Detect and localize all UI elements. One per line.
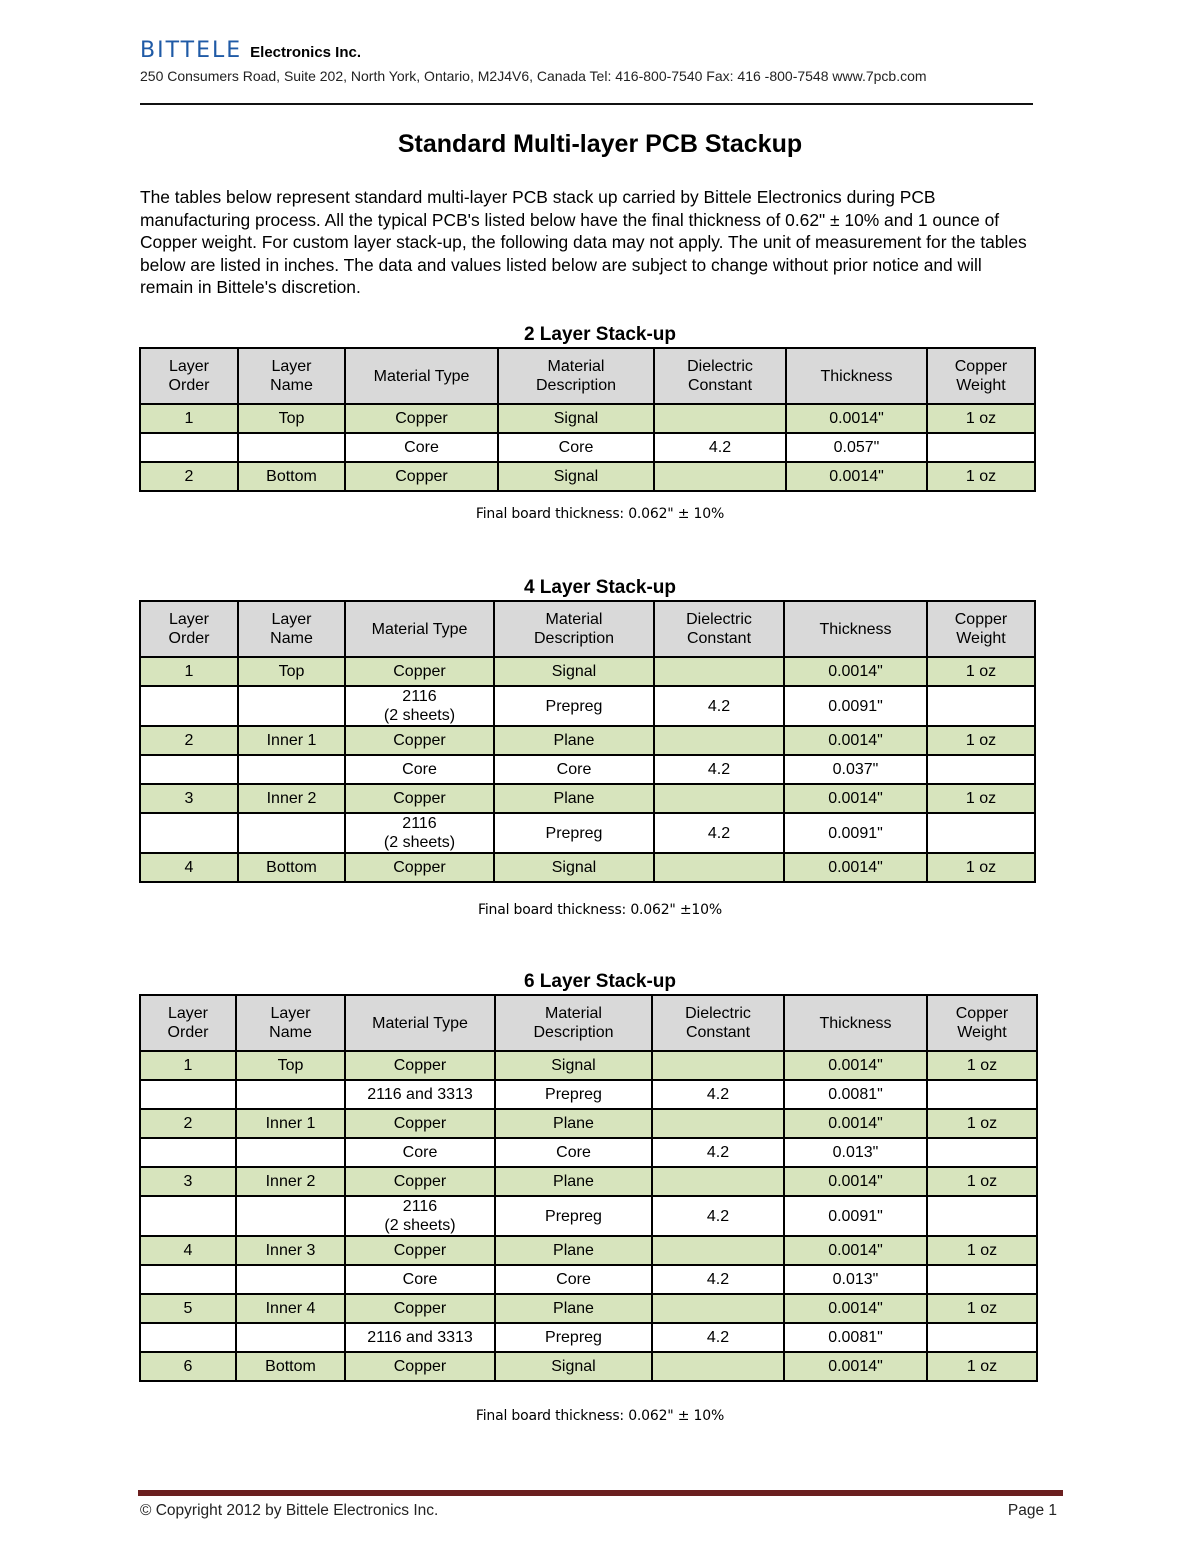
cell-material-type: 2116 and 3313 <box>345 1080 495 1109</box>
cell-material-description: Signal <box>498 404 654 433</box>
cell-material-type: Copper <box>345 1236 495 1265</box>
column-header-thickness: Thickness <box>784 601 927 657</box>
column-header-dielectric-constant: Dielectric Constant <box>654 601 784 657</box>
cell-layer-order: 4 <box>140 1236 236 1265</box>
table-row <box>140 1265 1037 1294</box>
stackup-table-4-layer <box>139 600 1036 883</box>
cell-layer-order: 4 <box>140 853 238 882</box>
cell-dielectric-constant: 4.2 <box>652 1080 784 1109</box>
cell-layer-order: 6 <box>140 1352 236 1381</box>
table-header-row <box>140 348 1035 404</box>
cell-dielectric-constant <box>654 404 786 433</box>
table-row <box>140 784 1035 813</box>
table-row <box>140 1109 1037 1138</box>
cell-dielectric-constant: 4.2 <box>652 1138 784 1167</box>
column-header-material-type: Material Type <box>345 995 495 1051</box>
cell-layer-order <box>140 1265 236 1294</box>
cell-thickness: 0.0014" <box>784 1352 927 1381</box>
table-row <box>140 853 1035 882</box>
cell-material-type: Copper <box>345 1109 495 1138</box>
cell-material-description: Core <box>495 1138 652 1167</box>
cell-material-description: Signal <box>495 1051 652 1080</box>
cell-material-type: 2116 (2 sheets) <box>345 686 494 726</box>
cell-layer-name <box>238 755 345 784</box>
cell-material-type: 2116 (2 sheets) <box>345 813 494 853</box>
cell-material-description: Signal <box>498 462 654 491</box>
cell-layer-order <box>140 433 238 462</box>
table-row <box>140 1236 1037 1265</box>
cell-layer-name: Inner 4 <box>236 1294 345 1323</box>
table-row <box>140 1323 1037 1352</box>
cell-layer-name <box>236 1323 345 1352</box>
cell-thickness: 0.0014" <box>786 404 927 433</box>
cell-thickness: 0.0014" <box>784 1109 927 1138</box>
cell-material-type: Core <box>345 1265 495 1294</box>
cell-thickness: 0.013" <box>784 1138 927 1167</box>
cell-thickness: 0.0081" <box>784 1080 927 1109</box>
cell-thickness: 0.0014" <box>784 726 927 755</box>
cell-layer-order: 2 <box>140 726 238 755</box>
table-row <box>140 1352 1037 1381</box>
cell-dielectric-constant <box>654 784 784 813</box>
cell-material-type: Core <box>345 433 498 462</box>
cell-copper-weight <box>927 1138 1037 1167</box>
table-6-layer-title: 6 Layer Stack-up <box>523 971 677 992</box>
table-4-layer-title: 4 Layer Stack-up <box>523 577 677 598</box>
cell-layer-order <box>140 1138 236 1167</box>
cell-thickness: 0.0014" <box>784 1236 927 1265</box>
cell-layer-name: Top <box>236 1051 345 1080</box>
cell-copper-weight <box>927 1323 1037 1352</box>
page-number: Page 1 <box>1007 1502 1057 1519</box>
table-2-layer-title: 2 Layer Stack-up <box>523 324 677 345</box>
table-row <box>140 813 1035 853</box>
column-header-copper-weight: Copper Weight <box>927 601 1035 657</box>
cell-dielectric-constant <box>652 1167 784 1196</box>
cell-layer-name: Inner 2 <box>236 1167 345 1196</box>
header-divider <box>140 103 1033 105</box>
cell-material-description: Signal <box>495 1352 652 1381</box>
bittele-logo: BITTELE <box>140 38 243 63</box>
cell-copper-weight <box>927 813 1035 853</box>
table-row <box>140 1138 1037 1167</box>
cell-dielectric-constant <box>652 1236 784 1265</box>
column-header-layer-order: Layer Order <box>140 995 236 1051</box>
page-title: Standard Multi-layer PCB Stackup <box>397 130 803 158</box>
column-header-copper-weight: Copper Weight <box>927 995 1037 1051</box>
cell-thickness: 0.037" <box>784 755 927 784</box>
cell-dielectric-constant <box>654 726 784 755</box>
table-row <box>140 657 1035 686</box>
cell-thickness: 0.0081" <box>784 1323 927 1352</box>
column-header-material-type: Material Type <box>345 601 494 657</box>
column-header-material-description: Material Description <box>495 995 652 1051</box>
cell-layer-order <box>140 1080 236 1109</box>
cell-copper-weight <box>927 1265 1037 1294</box>
cell-thickness: 0.0091" <box>784 1196 927 1236</box>
cell-material-description: Core <box>498 433 654 462</box>
cell-layer-name: Top <box>238 404 345 433</box>
cell-thickness: 0.0014" <box>784 784 927 813</box>
column-header-layer-name: Layer Name <box>238 601 345 657</box>
cell-material-description: Signal <box>494 853 654 882</box>
cell-layer-name: Inner 1 <box>236 1109 345 1138</box>
cell-thickness: 0.057" <box>786 433 927 462</box>
cell-copper-weight: 1 oz <box>927 1051 1037 1080</box>
column-header-material-type: Material Type <box>345 348 498 404</box>
cell-dielectric-constant: 4.2 <box>654 813 784 853</box>
column-header-layer-order: Layer Order <box>140 601 238 657</box>
cell-dielectric-constant: 4.2 <box>652 1196 784 1236</box>
table-2-layer-note: Final board thickness: 0.062" ± 10% <box>475 506 725 522</box>
cell-material-type: Copper <box>345 1051 495 1080</box>
copyright-text: © Copyright 2012 by Bittele Electronics Inc. <box>140 1502 439 1519</box>
cell-copper-weight: 1 oz <box>927 657 1035 686</box>
cell-dielectric-constant <box>654 462 786 491</box>
table-header-row <box>140 601 1035 657</box>
cell-layer-order <box>140 1196 236 1236</box>
cell-copper-weight: 1 oz <box>927 1109 1037 1138</box>
cell-material-type: 2116 and 3313 <box>345 1323 495 1352</box>
stackup-table-2-layer <box>139 347 1036 492</box>
table-row <box>140 1051 1037 1080</box>
company-address: 250 Consumers Road, Suite 202, North York, Ontario, M2J4V6, Canada Tel: 416-800-7540 Fax: 416 -800-7548 www.7pcb.com <box>140 68 927 84</box>
cell-thickness: 0.0014" <box>786 462 927 491</box>
cell-copper-weight <box>927 755 1035 784</box>
cell-copper-weight <box>927 433 1035 462</box>
company-name: Electronics Inc. <box>250 44 362 61</box>
cell-copper-weight: 1 oz <box>927 1294 1037 1323</box>
cell-material-description: Core <box>494 755 654 784</box>
table-row <box>140 726 1035 755</box>
cell-copper-weight: 1 oz <box>927 784 1035 813</box>
cell-material-description: Plane <box>495 1167 652 1196</box>
cell-material-description: Plane <box>494 726 654 755</box>
cell-copper-weight <box>927 1196 1037 1236</box>
table-row <box>140 1196 1037 1236</box>
cell-copper-weight <box>927 686 1035 726</box>
cell-layer-name <box>236 1080 345 1109</box>
cell-layer-name <box>236 1196 345 1236</box>
cell-material-type: Copper <box>345 1352 495 1381</box>
cell-layer-name: Bottom <box>238 462 345 491</box>
cell-material-description: Plane <box>495 1236 652 1265</box>
column-header-thickness: Thickness <box>786 348 927 404</box>
cell-material-type: Copper <box>345 462 498 491</box>
column-header-thickness: Thickness <box>784 995 927 1051</box>
cell-layer-name <box>238 433 345 462</box>
table-row <box>140 462 1035 491</box>
cell-layer-order: 1 <box>140 657 238 686</box>
table-row <box>140 1294 1037 1323</box>
cell-thickness: 0.0014" <box>784 1167 927 1196</box>
cell-layer-name: Inner 2 <box>238 784 345 813</box>
cell-layer-order <box>140 755 238 784</box>
cell-dielectric-constant <box>652 1051 784 1080</box>
cell-material-type: Copper <box>345 726 494 755</box>
cell-layer-name: Inner 3 <box>236 1236 345 1265</box>
cell-thickness: 0.0091" <box>784 813 927 853</box>
logo-line <box>140 40 1033 62</box>
cell-layer-order <box>140 813 238 853</box>
cell-copper-weight: 1 oz <box>927 1236 1037 1265</box>
cell-dielectric-constant <box>654 853 784 882</box>
table-6-layer-note: Final board thickness: 0.062" ± 10% <box>475 1408 725 1424</box>
cell-material-description: Plane <box>495 1109 652 1138</box>
cell-material-type: Copper <box>345 1294 495 1323</box>
table-row <box>140 433 1035 462</box>
cell-dielectric-constant <box>652 1352 784 1381</box>
cell-thickness: 0.0014" <box>784 1294 927 1323</box>
stackup-table-6-layer <box>139 994 1038 1382</box>
cell-layer-name <box>238 686 345 726</box>
cell-material-type: Copper <box>345 853 494 882</box>
cell-dielectric-constant <box>652 1109 784 1138</box>
cell-material-type: Copper <box>345 784 494 813</box>
cell-layer-order: 1 <box>140 1051 236 1080</box>
cell-material-type: Copper <box>345 657 494 686</box>
table-4-layer-note: Final board thickness: 0.062" ±10% <box>478 902 722 918</box>
cell-copper-weight: 1 oz <box>927 462 1035 491</box>
table-row <box>140 1167 1037 1196</box>
cell-dielectric-constant <box>654 657 784 686</box>
cell-thickness: 0.0091" <box>784 686 927 726</box>
cell-material-type: Core <box>345 755 494 784</box>
table-row <box>140 686 1035 726</box>
cell-material-description: Plane <box>494 784 654 813</box>
cell-layer-name <box>236 1138 345 1167</box>
cell-layer-name: Inner 1 <box>238 726 345 755</box>
cell-thickness: 0.013" <box>784 1265 927 1294</box>
cell-thickness: 0.0014" <box>784 657 927 686</box>
cell-dielectric-constant: 4.2 <box>654 755 784 784</box>
column-header-layer-order: Layer Order <box>140 348 238 404</box>
cell-dielectric-constant: 4.2 <box>652 1265 784 1294</box>
cell-layer-order: 2 <box>140 1109 236 1138</box>
cell-material-description: Prepreg <box>495 1196 652 1236</box>
cell-material-description: Plane <box>495 1294 652 1323</box>
cell-thickness: 0.0014" <box>784 853 927 882</box>
letterhead <box>140 40 1033 84</box>
table-row <box>140 1080 1037 1109</box>
cell-material-type: Copper <box>345 404 498 433</box>
cell-layer-order: 5 <box>140 1294 236 1323</box>
cell-dielectric-constant: 4.2 <box>654 433 786 462</box>
cell-material-description: Prepreg <box>495 1080 652 1109</box>
cell-material-type: Core <box>345 1138 495 1167</box>
cell-material-description: Signal <box>494 657 654 686</box>
cell-layer-name <box>236 1265 345 1294</box>
cell-copper-weight <box>927 1080 1037 1109</box>
cell-dielectric-constant: 4.2 <box>652 1323 784 1352</box>
cell-copper-weight: 1 oz <box>927 726 1035 755</box>
cell-layer-name: Top <box>238 657 345 686</box>
cell-material-description: Prepreg <box>494 686 654 726</box>
cell-dielectric-constant: 4.2 <box>654 686 784 726</box>
cell-layer-order: 2 <box>140 462 238 491</box>
footer-divider <box>138 1490 1063 1496</box>
column-header-material-description: Material Description <box>494 601 654 657</box>
cell-layer-name <box>238 813 345 853</box>
column-header-material-description: Material Description <box>498 348 654 404</box>
cell-material-description: Core <box>495 1265 652 1294</box>
column-header-layer-name: Layer Name <box>238 348 345 404</box>
cell-thickness: 0.0014" <box>784 1051 927 1080</box>
cell-dielectric-constant <box>652 1294 784 1323</box>
cell-layer-order <box>140 1323 236 1352</box>
cell-layer-name: Bottom <box>238 853 345 882</box>
cell-copper-weight: 1 oz <box>927 1167 1037 1196</box>
cell-copper-weight: 1 oz <box>927 1352 1037 1381</box>
cell-layer-order <box>140 686 238 726</box>
cell-layer-order: 1 <box>140 404 238 433</box>
cell-layer-name: Bottom <box>236 1352 345 1381</box>
cell-copper-weight: 1 oz <box>927 404 1035 433</box>
table-row <box>140 755 1035 784</box>
table-header-row <box>140 995 1037 1051</box>
cell-material-description: Prepreg <box>495 1323 652 1352</box>
cell-material-description: Prepreg <box>494 813 654 853</box>
column-header-dielectric-constant: Dielectric Constant <box>654 348 786 404</box>
cell-material-type: 2116 (2 sheets) <box>345 1196 495 1236</box>
cell-material-type: Copper <box>345 1167 495 1196</box>
table-row <box>140 404 1035 433</box>
column-header-dielectric-constant: Dielectric Constant <box>652 995 784 1051</box>
column-header-copper-weight: Copper Weight <box>927 348 1035 404</box>
cell-layer-order: 3 <box>140 1167 236 1196</box>
cell-copper-weight: 1 oz <box>927 853 1035 882</box>
cell-layer-order: 3 <box>140 784 238 813</box>
column-header-layer-name: Layer Name <box>236 995 345 1051</box>
intro-paragraph: The tables below represent standard multi-layer PCB stack up carried by Bittele Electronics during PCB manufacturing process. All the typical PCB's listed below have the final thickness of 0.62" ± 10% and 1 ounce of Copper weight. For custom layer stack-up, the following data may not apply. The unit of measurement for the tables below are listed in inches. The data and values listed below are subject to change without prior notice and will remain in Bittele's discretion. <box>140 187 1027 298</box>
